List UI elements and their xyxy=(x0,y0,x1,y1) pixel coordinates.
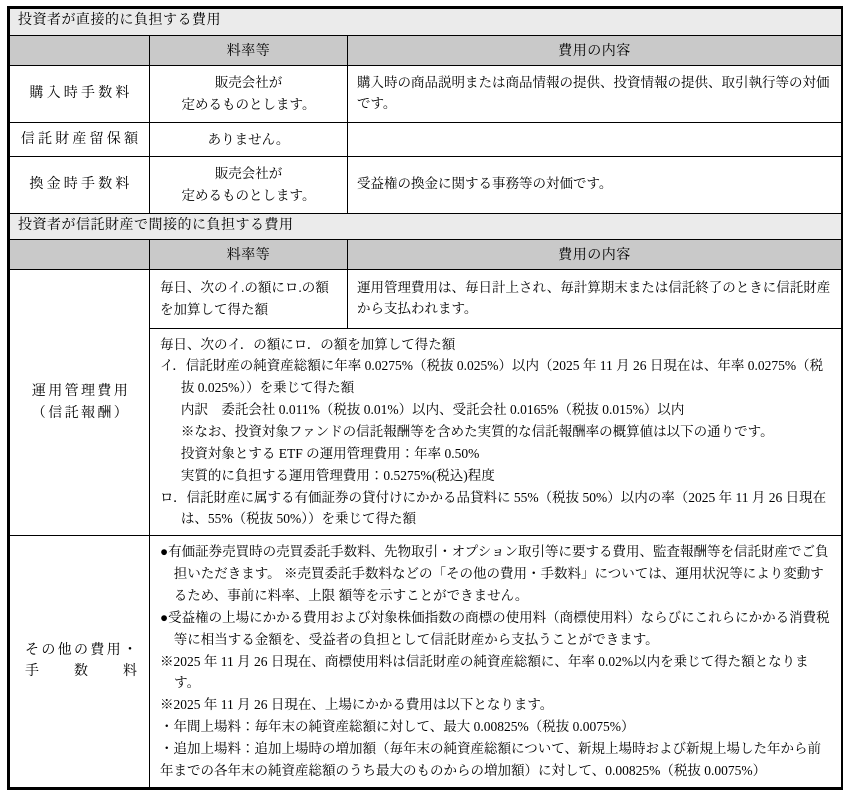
table-row xyxy=(10,536,842,787)
detail-line: ●有価証券売買時の売買委託手数料、先物取引・オプション取引等に要する費用、監査報酬等を信託財産でご負担いただきます。 ※売買委託手数料などの「その他の費用・手数料」については、運用状況等により変動するため、事前に料率、上限 額等を示すことができません。 xyxy=(160,544,829,603)
rate-line: ありません。 xyxy=(207,131,290,147)
management-fee-detail xyxy=(150,328,842,536)
detail-line: ※2025 年 11 月 26 日現在、商標使用料は信託財産の純資産総額に、年率 0.02%以内を乗じて得た額となります。 xyxy=(160,653,809,691)
row-desc-purchase-fee: 購入時の商品説明または商品情報の提供、投資情報の提供、取引執行等の対価です。 xyxy=(348,65,842,122)
detail-line: 毎日、次のイ．の額にロ．の額を加算して得た額 xyxy=(160,336,456,352)
column-header-label-indirect xyxy=(10,240,150,270)
column-header-row-indirect xyxy=(10,240,842,270)
management-fee-rate-summary: 毎日、次のイ.の額にロ.の額を加算して得た額 xyxy=(150,270,348,328)
section-banner-row-direct xyxy=(10,9,842,36)
row-desc-trust-retention xyxy=(348,122,842,157)
table-row xyxy=(10,65,842,122)
row-rate-trust-retention xyxy=(150,122,348,157)
table-row xyxy=(10,270,842,328)
row-rate-purchase-fee xyxy=(150,65,348,122)
column-header-label-direct xyxy=(10,35,150,65)
detail-line: ●受益権の上場にかかる費用および対象株価指数の商標の使用料（商標使用料）ならびにこれらにかかる消費税 等に相当する金額を、受益者の負担として信託財産から支払うことができます。 xyxy=(160,609,830,647)
fee-table xyxy=(9,8,842,788)
detail-line: ※なお、投資対象ファンドの信託報酬等を含めた実質的な信託報酬率の概算値は以下の通りです。 xyxy=(180,423,774,439)
label-line: 手数料 xyxy=(25,664,137,680)
detail-line: 内訳 委託会社 0.011%（税抜 0.01%）以内、受託会社 0.0165%（税抜 0.015%）以内 xyxy=(180,402,685,418)
other-fees-detail xyxy=(150,536,842,787)
management-fee-desc-summary: 運用管理費用は、毎日計上され、毎計算期末または信託終了のときに信託財産から支払われます。 xyxy=(348,270,842,328)
column-header-desc-indirect: 費用の内容 xyxy=(348,240,842,270)
row-label-other-fees xyxy=(10,536,150,787)
row-rate-redemption-fee xyxy=(150,157,348,213)
rate-line: 販売会社が xyxy=(214,75,283,91)
detail-line: イ．信託財産の純資産総額に年率 0.0275%（税抜 0.025%）以内（2025 年 11 月 26 日現在は、年率 0.0275%（税抜 0.025%））を乗じて得た額 xyxy=(160,358,824,396)
fund-fees-document xyxy=(7,6,843,790)
rate-line: 販売会社が xyxy=(214,166,283,182)
table-row xyxy=(10,122,842,157)
row-desc-redemption-fee: 受益権の換金に関する事務等の対価です。 xyxy=(348,157,842,213)
rate-line: 定めるものとします。 xyxy=(181,96,316,112)
detail-line: 投資対象とする ETF の運用管理費用：年率 0.50% xyxy=(180,445,480,461)
section-banner-indirect: 投資者が信託財産で間接的に負担する費用 xyxy=(10,213,842,240)
rate-line: 定めるものとします。 xyxy=(181,187,316,203)
label-line: 運用管理費用 xyxy=(31,384,131,400)
column-header-rate-direct: 料率等 xyxy=(150,35,348,65)
label-line: その他の費用・ xyxy=(25,642,137,658)
row-label-management-fee xyxy=(10,270,150,536)
section-banner-direct: 投資者が直接的に負担する費用 xyxy=(10,9,842,36)
column-header-row-direct xyxy=(10,35,842,65)
column-header-rate-indirect: 料率等 xyxy=(150,240,348,270)
column-header-desc-direct: 費用の内容 xyxy=(348,35,842,65)
label-line: （信託報酬） xyxy=(31,405,131,421)
detail-line: ロ．信託財産に属する有価証券の貸付けにかかる品貸料に 55%（税抜 50%）以内の率（2025 年 11 月 26 日現在は、55%（税抜 50%））を乗じて得た額 xyxy=(160,489,827,527)
section-banner-row-indirect xyxy=(10,213,842,240)
row-label-trust-retention: 信託財産留保額 xyxy=(10,122,150,157)
detail-line: ・年間上場料：毎年末の純資産総額に対して、最大 0.00825%（税抜 0.0075%） xyxy=(160,719,635,735)
detail-line: 実質的に負担する運用管理費用：0.5275%(税込)程度 xyxy=(180,467,495,483)
table-row xyxy=(10,157,842,213)
detail-line: ※2025 年 11 月 26 日現在、上場にかかる費用は以下となります。 xyxy=(160,697,554,713)
detail-line: ・追加上場料：追加上場時の増加額（毎年末の純資産総額について、新規上場時および新規上場した年から前年までの各年末の純資産総額のうち最大のものからの増加額）に対して、0.00825%（税抜 0.0075%） xyxy=(160,740,821,778)
row-label-purchase-fee: 購入時手数料 xyxy=(10,65,150,122)
row-label-redemption-fee: 換金時手数料 xyxy=(10,157,150,213)
